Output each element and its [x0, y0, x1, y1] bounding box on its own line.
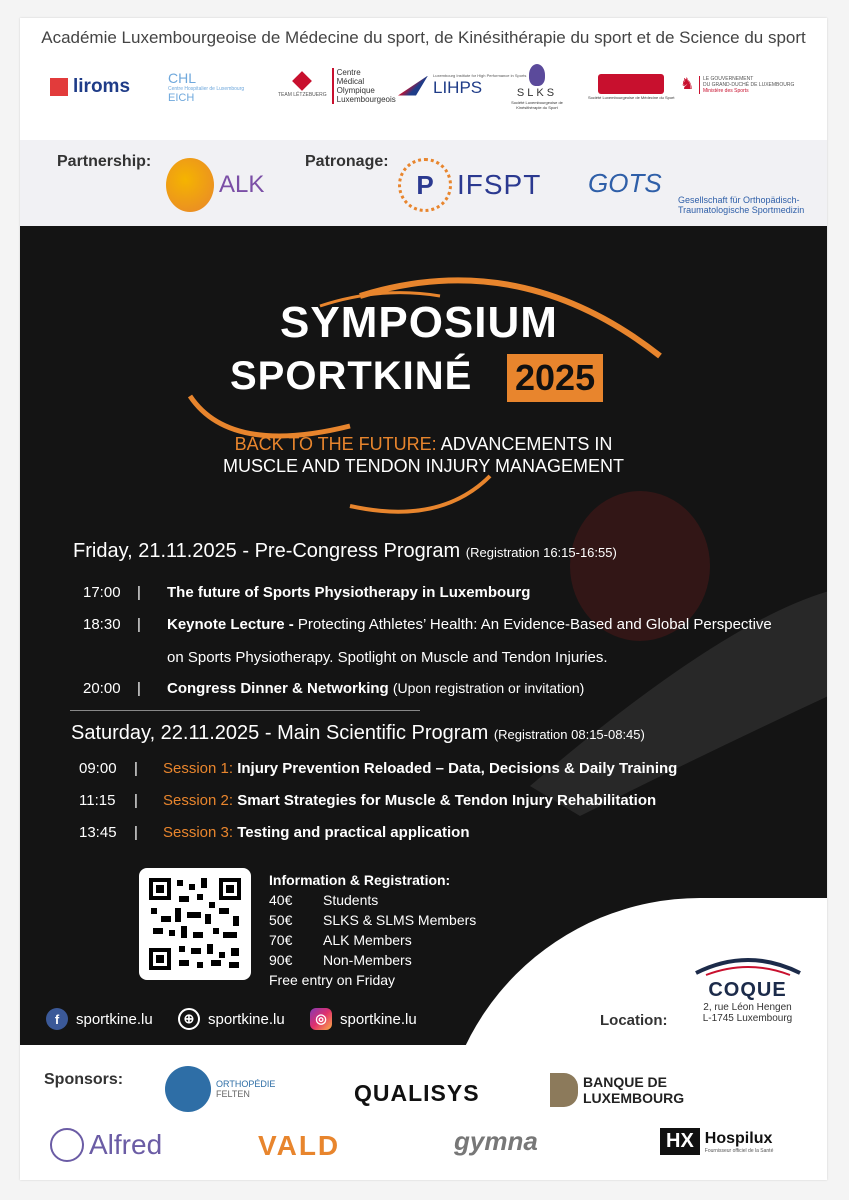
bdl-emblem-icon [550, 1073, 578, 1107]
qualisys-logo: QUALISYS [354, 1080, 480, 1106]
event-year: 2025 [507, 354, 603, 402]
facebook-icon: f [46, 1008, 68, 1030]
orthopedie-felten-logo: ORTHOPÉDIE FELTEN [165, 1066, 275, 1112]
athlete-icon [529, 64, 545, 86]
venue-logo: COQUE 2, rue Léon Hengen L-1745 Luxembourg [690, 953, 805, 1024]
hx-icon: HX [660, 1128, 700, 1155]
lion-crest-icon: ♞ [680, 76, 695, 93]
slms-logo: Société Luxembourgeoise de Médecine du Sport [588, 74, 675, 100]
price-row: 50€ SLKS & SLMS Members [269, 912, 477, 928]
event-subtitle-line2: MUSCLE AND TENDON INJURY MANAGEMENT [222, 456, 625, 476]
location-label: Location: [600, 1012, 668, 1029]
slms-emblem-icon [598, 74, 664, 94]
instagram-icon: ◎ [310, 1008, 332, 1030]
instagram-link[interactable]: ◎ sportkine.lu [310, 1008, 417, 1030]
price-row: 90€ Non-Members [269, 952, 412, 968]
dark-panel: SYMPOSIUM SPORTKINÉ 2025 BACK TO THE FUTURE: ADVANCEMENTS IN MUSCLE AND TENDON INJURY MANAGEMENT Friday, 21.11.2025 - Pre-Congress Program (Registration 16:15-16:55) 17:00 | The future of Sports Physiotherapy in Luxembourg 18:30 | Keynote Lecture - Protecting Athletes’ Health: An Evidence-Based and Global Perspective on Sports Physiotherapy. Spotlight on Muscle and Tendon Injuries. 20:00 | Congress Dinner & Networking (Upon registration or invitation) Saturday, 22.11.2025 - Main Scientific Program (Registration 08:15-08:45) 09:00 | Session 1: Injury Prevention Reloaded – Data, Decisions & Daily Training 11:15 | Session 2: Smart Strategies for Muscle & Tendon Injury Rehabilitation 13:45 | Session 3: Testing and practical application [20, 226, 827, 1046]
friday-item-cont: on Sports Physiotherapy. Spotlight on Muscle and Tendon Injuries. [167, 649, 608, 666]
qr-code-icon [139, 868, 251, 980]
divider [70, 710, 420, 711]
event-title-line1: SYMPOSIUM [280, 298, 558, 347]
price-row: 40€ Students [269, 892, 379, 908]
cmol-logo: TEAM LËTZEBUERG Centre Médical Olympique Luxembourgeois [278, 68, 396, 104]
vald-logo: VALD [258, 1130, 341, 1161]
patronage-label: Patronage: [305, 153, 389, 170]
facebook-link[interactable]: f sportkine.lu [46, 1008, 153, 1030]
globe-icon: ⊕ [178, 1008, 200, 1030]
sponsors-label: Sponsors: [44, 1071, 124, 1088]
slks-logo: SLKS Société Luxembourgeoise de Kinésithérapie du Sport [502, 64, 572, 110]
poster [20, 18, 827, 1180]
partnership-label: Partnership: [57, 153, 152, 170]
price-row: 70€ ALK Members [269, 932, 412, 948]
liroms-icon [50, 78, 68, 96]
gymna-logo: gymna [454, 1126, 538, 1156]
gov-logo: ♞ LE GOUVERNEMENT DU GRAND-DUCHÉ DE LUXEMBOURG Ministère des Sports [680, 76, 795, 94]
academy-title: Académie Luxembourgeoise de Médecine du sport, de Kinésithérapie du sport et de Science du sport [41, 28, 806, 47]
alfred-logo: Alfred [50, 1128, 162, 1162]
gots-logo: GOTS Gesellschaft für Orthopädisch- Traumatologische Sportmedizin [588, 168, 805, 215]
website-link[interactable]: ⊕ sportkine.lu [178, 1008, 285, 1030]
ifspt-logo: P IFSPT [398, 158, 541, 212]
coque-roof-icon [692, 953, 804, 979]
registration-info: Information & Registration: 40€ Students 50€ SLKS & SLMS Members 70€ ALK Members 90€ Non-Members Free entry on Friday [269, 872, 477, 988]
saturday-heading: Saturday, 22.11.2025 - Main Scientific Program (Registration 08:15-08:45) [71, 722, 645, 744]
felten-emblem-icon [165, 1066, 211, 1112]
banque-de-luxembourg-logo: BANQUE DE LUXEMBOURG [550, 1073, 684, 1107]
hand-icon [166, 158, 214, 212]
alfred-face-icon [50, 1128, 84, 1162]
swoosh-icon [398, 76, 428, 96]
chl-logo: CHL Centre Hospitalier de Luxembourg EICH [168, 70, 245, 104]
event-subtitle-line1: BACK TO THE FUTURE: ADVANCEMENTS IN [234, 434, 613, 454]
registration-qr-code[interactable] [139, 868, 251, 980]
lion-icon [292, 71, 312, 91]
friday-heading: Friday, 21.11.2025 - Pre-Congress Program (Registration 16:15-16:55) [73, 540, 617, 562]
ifspt-emblem-icon: P [398, 158, 452, 212]
lihps-logo: Luxembourg Institute for High Performance in Sports LIHPS [398, 73, 526, 98]
liroms-logo: liroms [50, 76, 130, 98]
alk-logo: ALK [166, 158, 264, 212]
event-title-line2: SPORTKINÉ [230, 354, 473, 398]
hospilux-logo: HX Hospilux Fournisseur officiel de la Santé [660, 1128, 773, 1155]
